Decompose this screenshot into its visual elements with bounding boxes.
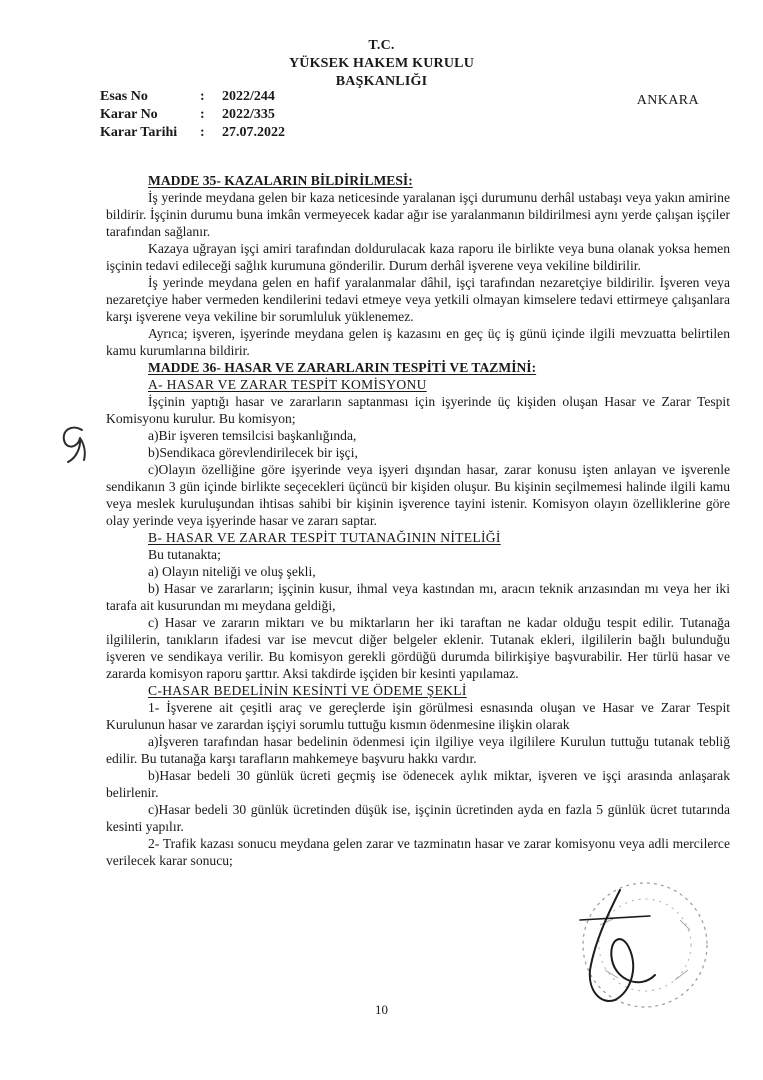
- section-a-title: [106, 376, 730, 393]
- section-c-paragraph: a)İşveren tarafından hasar bedelinin ödenmesi için ilgiliye veya ilgililere Kurulun tuttuğu tutanak tebliğ edilir. Bu tutanağa karşı tarafların mahkemeye başvuru hakkı vardır.: [106, 734, 730, 766]
- header-institution: YÜKSEK HAKEM KURULU: [288, 56, 475, 71]
- handwritten-signature: [560, 880, 670, 1020]
- article-35-paragraph: İş yerinde meydana gelen bir kaza neticesinde yaralanan işçi durumunu derhâl ustabaşı veya yakın amirine bildirir. İşçinin durumu buna imkân vermeyecek kadar ağır ise yaralanmanın bildirilmesi aynı yerde çalışan işçiler tarafından sağlanır.: [106, 190, 730, 239]
- article-36-title-text: HASAR VE ZARARLARIN TESPİTİ VE TAZMİNİ:: [224, 360, 537, 375]
- meta-row-karar: [100, 106, 285, 124]
- article-35-paragraph: Kazaya uğrayan işçi amiri tarafından doldurulacak kaza raporu ile birlikte veya buna olanak yoksa hemen işçinin tedavi edileceği sağlık kurumuna gönderilir. Durum derhâl işverene veya vekiline bildirilir.: [106, 241, 730, 273]
- section-c-title: [106, 682, 730, 699]
- section-b-title: [106, 529, 730, 546]
- section-c-paragraph: b)Hasar bedeli 30 günlük ücreti geçmiş ise ödenecek aylık miktar, işveren ve işçi arasında anlaşarak belirlenir.: [106, 768, 730, 800]
- section-a-item: b)Sendikaca görevlendirilecek bir işçi,: [148, 445, 358, 460]
- section-b-text: B- HASAR VE ZARAR TESPİT TUTANAĞININ NİTELİĞİ: [148, 530, 501, 545]
- meta-sep: :: [200, 125, 205, 140]
- meta-value: 2022/335: [222, 107, 275, 122]
- meta-row-esas: [100, 88, 285, 106]
- section-a-paragraph: İşçinin yaptığı hasar ve zararların saptanması için işyerinde üç kişiden oluşan Hasar ve Zarar Tespit Komisyonu kurulur. Bu komisyon;: [106, 394, 730, 426]
- article-35-paragraph: İş yerinde meydana gelen en hafif yaralanmalar dâhil, işçi tarafından nezaretçiye bildirilir. İşveren veya nezaretçiye haber vermeden kendilerini tedavi etmeye veya yetkili olmayan kimselere tedavi ettirmeye çalışanlara karşı işverene veya vekiline bir sorumluluk yüklenemez.: [106, 275, 730, 324]
- meta-sep: :: [200, 89, 205, 104]
- section-b-item: a) Olayın niteliği ve oluş şekli,: [148, 564, 316, 579]
- section-a-text: A- HASAR VE ZARAR TESPİT KOMİSYONU: [148, 377, 427, 392]
- city-label: ANKARA: [636, 93, 699, 108]
- section-b-paragraph: b) Hasar ve zararların; işçinin kusur, ihmal veya kastından mı, aracın teknik arızasından mı veya her iki tarafa ait kusurundan mı meydana geldiği,: [106, 581, 730, 613]
- header-department: BAŞKANLIĞI: [335, 74, 428, 89]
- header-tc: T.C.: [368, 38, 395, 53]
- section-a-paragraph: c)Olayın özelliğine göre işyerinde veya işyeri dışından hasar, zarar konusu işten anlayan ve işverenle sendikanın 3 gün içinde birlikte seçecekleri üçüncü bir kişiden oluşur. Bu kişinin seçilmemesi halinde ilgili kamu veya meslek kuruluşundan ihtisas sahibi bir kişinin işverence tayini istenir. Komisyon olayın özelliklerine göre olay yerinde veya işyerinde hasar ve zararı saptar.: [106, 462, 730, 528]
- article-36-title: [106, 359, 730, 376]
- article-35-title: MADDE 35- KAZALARIN BİLDİRİLMESİ:: [148, 173, 413, 188]
- meta-row-tarih: [100, 124, 285, 142]
- case-meta: [100, 88, 285, 142]
- section-c-paragraph: 1- İşverene ait çeşitli araç ve gereçlerde işin görülmesi esnasında oluşan ve Hasar ve Zarar Tespit Kurulunun hasar ve zarardan işçiyi sorumlu tuttuğu kısmın ödenmesine ilişkin olarak: [106, 700, 730, 732]
- section-c-text: C-HASAR BEDELİNİN KESİNTİ VE ÖDEME ŞEKLİ: [148, 683, 467, 698]
- section-b-paragraph: c) Hasar ve zararın miktarı ve bu miktarların her iki taraftan ne kadar olduğu tespit edilir. Tutanağa ilgililerin, tanıkların ifadesi var ise mevcut diğer belgeler eklenir. Tutanak ekleri, ilgililerin bağlı bulunduğu işveren ve sendikaya verilir. Bu komisyon gerekli gördüğü durumda bilirkişiye başvurabilir. Her türlü hasar ve zararda komisyon raporu şarttır. Aksi takdirde işçiden bir kesinti yapılamaz.: [106, 615, 730, 681]
- section-a-item: a)Bir işveren temsilcisi başkanlığında,: [148, 428, 357, 443]
- meta-sep: :: [200, 107, 205, 122]
- meta-label: Karar Tarihi: [100, 125, 178, 140]
- meta-label: Esas No: [100, 89, 148, 104]
- section-c-paragraph: c)Hasar bedeli 30 günlük ücretinden düşük ise, işçinin ücretinden ayda en fazla 5 günlük ücret tutarında kesinti yapılır.: [106, 802, 730, 834]
- article-36-prefix: MADDE 36-: [148, 360, 225, 375]
- handwritten-margin-mark: [54, 420, 94, 470]
- meta-value: 27.07.2022: [222, 125, 285, 140]
- document-body: [106, 172, 730, 869]
- article-35-paragraph: Ayrıca; işveren, işyerinde meydana gelen iş kazasını en geç üç iş günü içinde ilgili mevzuatta belirtilen kamu kurumlarına bildirir.: [106, 326, 730, 358]
- section-b-item: Bu tutanakta;: [148, 547, 221, 562]
- section-c-paragraph: 2- Trafik kazası sonucu meydana gelen zarar ve tazminatın hasar ve zarar komisyonu veya adli mercilerce verilecek karar sonucu;: [106, 836, 730, 868]
- page-number: 10: [375, 1002, 388, 1017]
- meta-value: 2022/244: [222, 89, 275, 104]
- meta-label: Karar No: [100, 107, 158, 122]
